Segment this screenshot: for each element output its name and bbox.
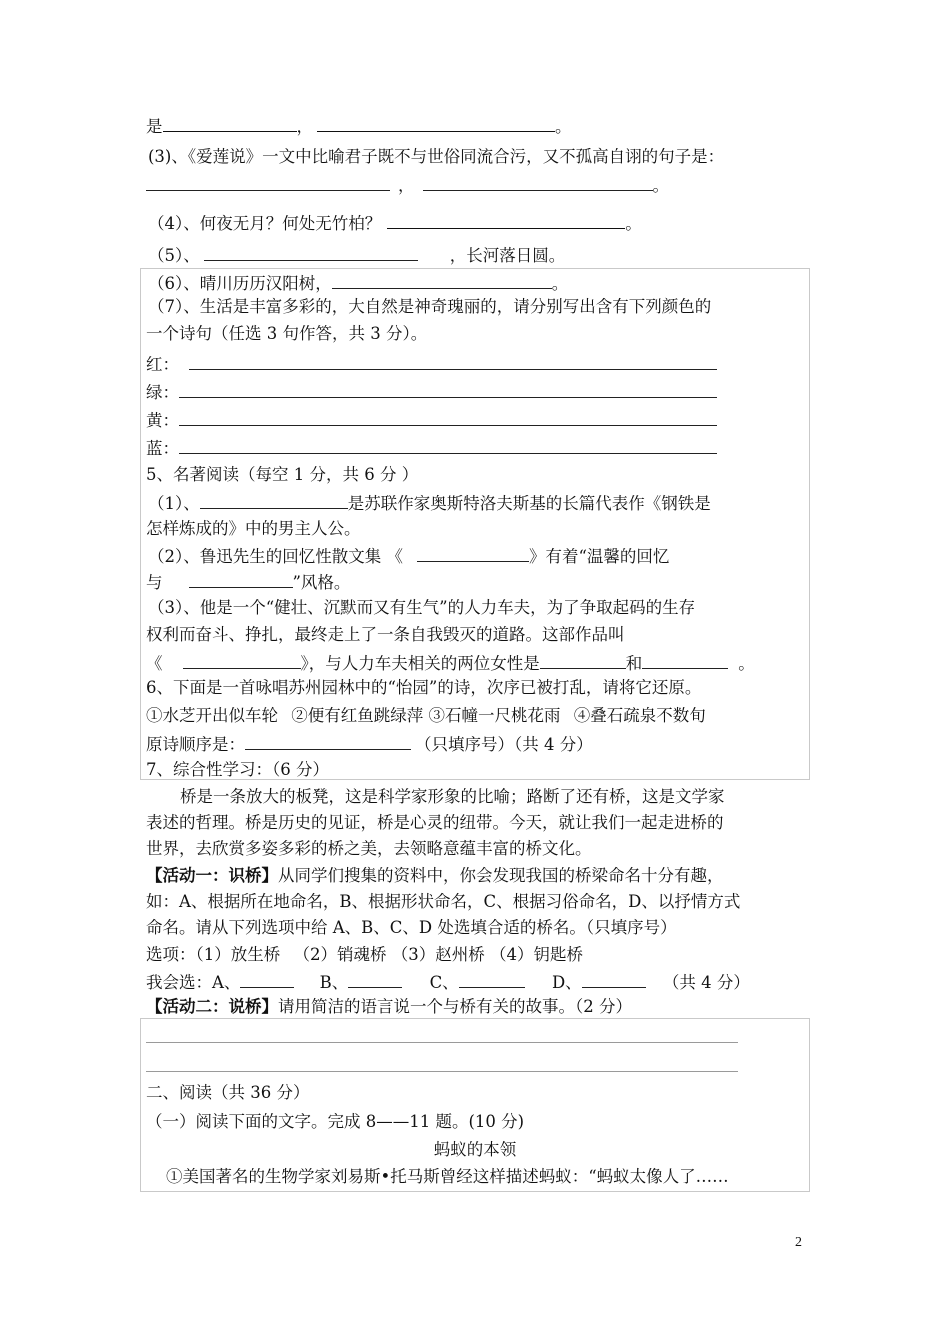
q5-3-text: 》，与人力车夫相关的两位女性是: [300, 654, 540, 673]
q5-title: 5、名著阅读（每空 1 分，共 6 分 ）: [146, 465, 419, 484]
q4-4-line: [148, 210, 642, 236]
q4-5-line: [148, 242, 565, 268]
q5-2-text-end: 》有着“温馨的回忆: [529, 547, 670, 566]
section2-title: 二、阅读（共 36 分）: [146, 1083, 310, 1102]
q6-title: 6、下面是一首咏唱苏州园林中的“怡园”的诗，次序已被打乱，请将它还原。: [146, 678, 702, 697]
answer-blank[interactable]: [163, 113, 297, 132]
answer-blank[interactable]: [179, 435, 717, 454]
answer-blank[interactable]: [459, 969, 525, 988]
q5-2-style: ”风格。: [292, 573, 351, 592]
q4-3-question: (3)、《爱莲说》一文中比喻君子既不与世俗同流合污，又不孤高自诩的句子是：: [148, 147, 725, 166]
choose-line: [146, 969, 750, 995]
q4-6-text: （6）、晴川历历汉阳树，: [148, 274, 332, 293]
q4-6-line: [148, 270, 568, 296]
q5-1-line1: [148, 490, 711, 516]
period: 。: [652, 176, 669, 195]
color-label: 红：: [146, 355, 179, 374]
options-label: 选项：: [146, 945, 196, 964]
q7-para-line1: 桥是一条放大的板凳，这是科学家形象的比喻；路断了还有桥，这是文学家: [180, 787, 725, 806]
choose-letter: C、: [429, 973, 459, 992]
answer-blank[interactable]: [348, 969, 402, 988]
q5-3-line2: 权利而奋斗、挣扎，最终走上了一条自我毁灭的道路。这部作品叫: [146, 625, 625, 644]
answer-line[interactable]: [146, 1042, 738, 1043]
answer-blank[interactable]: [179, 407, 717, 426]
q5-2-and: 与: [146, 573, 163, 592]
separator: ，: [398, 176, 415, 195]
answer-blank[interactable]: [642, 650, 728, 669]
q3-prefix: 是: [146, 117, 163, 136]
answer-blank[interactable]: [417, 543, 529, 562]
answer-blank[interactable]: [179, 379, 717, 398]
period: 。: [551, 274, 569, 293]
q4-4-text: （4）、何夜无月？何处无竹柏？: [148, 214, 382, 233]
answer-blank[interactable]: [189, 351, 717, 370]
q5-3-and: 和: [625, 654, 643, 673]
options-line: [146, 943, 583, 967]
choose-label: 我会选：: [146, 973, 212, 992]
answer-blank[interactable]: [183, 650, 301, 669]
q4-7-line2: 一个诗句（任选 3 句作答，共 3 分）。: [146, 324, 428, 343]
q6-answer-label: 原诗顺序是：: [146, 735, 245, 754]
activity1-line3: 命名。请从下列选项中给 A、B、C、D 处选填合适的桥名。（只填序号）: [146, 918, 677, 937]
color-label: 绿：: [146, 383, 179, 402]
q4-3-answer-line: [146, 172, 669, 198]
q7-para-line3: 世界，去欣赏多姿多彩的桥之美，去领略意蕴丰富的桥文化。: [146, 839, 592, 858]
activity1-text: 从同学们搜集的资料中，你会发现我国的桥梁命名十分有趣，: [278, 866, 724, 885]
color-blue-line: [146, 435, 717, 461]
poem-item: ③石幢一尺桃花雨: [428, 706, 561, 725]
q7-para-line2: 表述的哲理。桥是历史的见证，桥是心灵的纽带。今天，就让我们一起走进桥的: [146, 813, 724, 832]
q3-tail-line: [146, 113, 572, 139]
period: 。: [738, 654, 755, 673]
q5-1-label: （1）、: [148, 494, 200, 513]
q6-items-line: [146, 704, 706, 728]
option-item: （1）放生桥: [195, 945, 281, 964]
activity1-line1: [146, 864, 724, 888]
poem-item: ④叠石疏泉不数旬: [573, 706, 706, 725]
article-title: 蚂蚁的本领: [433, 1140, 517, 1159]
q5-2-line1: [148, 543, 669, 569]
activity2-line: [146, 995, 632, 1019]
color-red-line: [146, 351, 717, 377]
option-item: （4）钥匙桥: [490, 945, 583, 964]
period: 。: [625, 214, 642, 233]
option-item: （3）赵州桥: [391, 945, 485, 964]
q5-3-line1: （3）、他是一个“健壮、沉默而又有生气”的人力车夫，为了争取起码的生存: [148, 598, 696, 617]
answer-blank[interactable]: [146, 172, 390, 191]
answer-line[interactable]: [146, 1071, 738, 1072]
separator: ，: [296, 117, 313, 136]
activity1-line2: 如：A、根据所在地命名，B、根据形状命名，C、根据习俗命名，D、以抒情方式: [146, 892, 741, 911]
answer-blank[interactable]: [540, 650, 626, 669]
answer-blank[interactable]: [332, 270, 552, 289]
q6-answer-note: （只填序号）（共 4 分）: [415, 735, 593, 754]
answer-blank[interactable]: [204, 242, 418, 261]
q5-3-line3: [146, 650, 755, 676]
answer-blank[interactable]: [245, 731, 411, 750]
choose-letter: B、: [319, 973, 349, 992]
answer-blank[interactable]: [240, 969, 294, 988]
color-yellow-line: [146, 407, 717, 433]
choose-letter: D、: [551, 973, 582, 992]
color-green-line: [146, 379, 717, 405]
poem-item: ②便有红鱼跳绿萍: [291, 706, 424, 725]
choose-score: （共 4 分）: [662, 973, 750, 992]
q5-3-open: 《: [146, 654, 163, 673]
page-number: 2: [795, 1235, 802, 1250]
answer-blank[interactable]: [423, 172, 653, 191]
choose-letter: A、: [212, 973, 241, 992]
color-label: 黄：: [146, 411, 179, 430]
color-label: 蓝：: [146, 439, 179, 458]
article-paragraph-1: ①美国著名的生物学家刘易斯•托马斯曾经这样描述蚂蚁：“蚂蚁太像人了……: [166, 1167, 729, 1186]
option-item: （2）销魂桥: [293, 945, 387, 964]
activity2-text: 请用简洁的语言说一个与桥有关的故事。（2 分）: [278, 997, 632, 1016]
answer-blank[interactable]: [582, 969, 646, 988]
answer-blank[interactable]: [200, 490, 348, 509]
answer-blank[interactable]: [317, 113, 555, 132]
q5-1-line2: 怎样炼成的》中的男主人公。: [146, 519, 361, 538]
q7-title: 7、综合性学习：（6 分）: [146, 760, 329, 779]
q5-2-text: （2）、鲁迅先生的回忆性散文集 《: [148, 547, 403, 566]
answer-blank[interactable]: [189, 569, 293, 588]
activity2-tag: 【活动二：说桥】: [146, 997, 278, 1016]
q4-5-text: ，长河落日圆。: [449, 246, 566, 265]
poem-item: ①水芝开出似车轮: [146, 706, 278, 725]
q5-1-text: 是苏联作家奥斯特洛夫斯基的长篇代表作《钢铁是: [347, 494, 711, 513]
q4-5-label: （5）、: [148, 246, 200, 265]
q4-7-line1: （7）、生活是丰富多彩的，大自然是神奇瑰丽的，请分别写出含有下列颜色的: [148, 297, 712, 316]
q6-answer-line: [146, 731, 593, 757]
period: 。: [555, 117, 572, 136]
q5-2-line2: [146, 569, 350, 595]
activity1-tag: 【活动一：识桥】: [146, 866, 278, 885]
answer-blank[interactable]: [387, 210, 625, 229]
section2-subtitle: （一）阅读下面的文字。完成 8——11 题。(10 分): [146, 1112, 525, 1131]
